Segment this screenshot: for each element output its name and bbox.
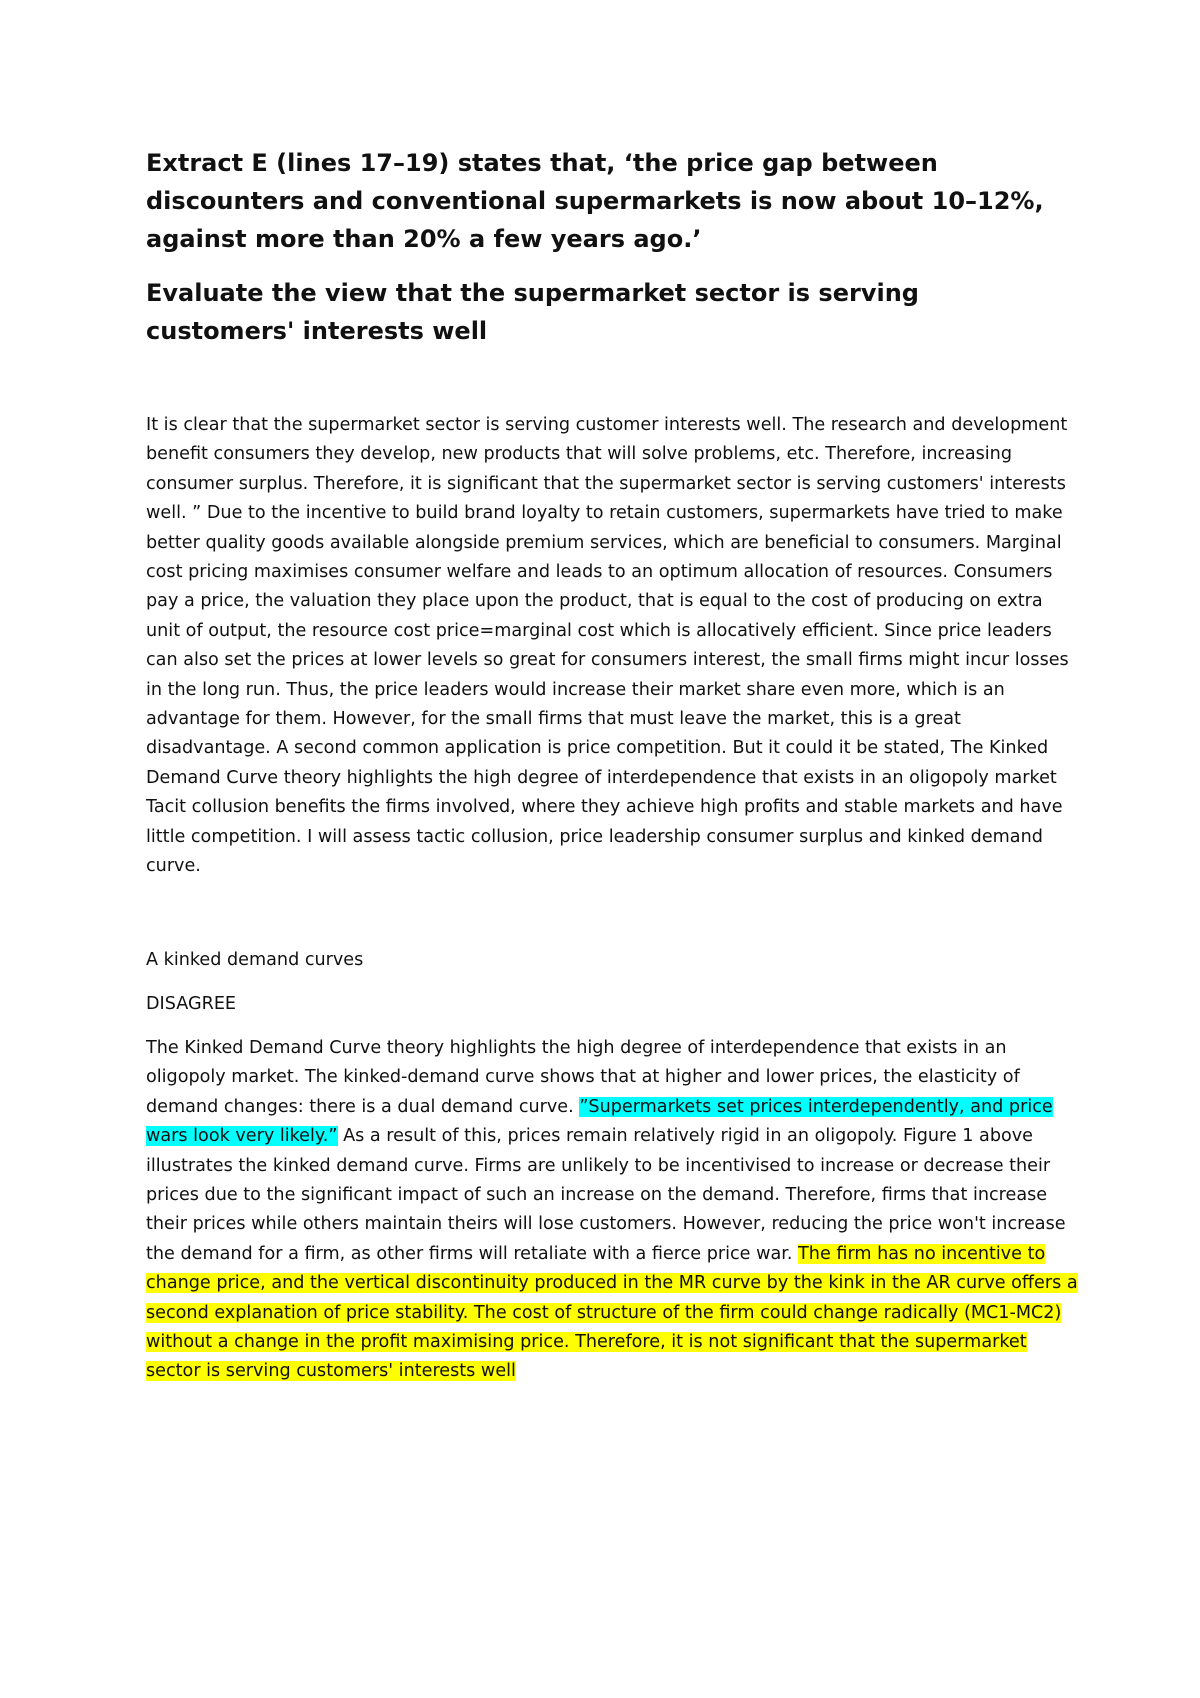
stance-label: DISAGREE [146, 994, 237, 1014]
kinked-demand-paragraph [146, 1034, 1081, 1387]
question-heading: Evaluate the view that the supermarket sector is serving customers' interests well [146, 279, 919, 345]
intro-paragraph: It is clear that the supermarket sector is serving customer interests well. The research and development benefit consumers they develop, new products that will solve problems, etc. Therefore, increasing consumer surplus. Therefore, it is significant that the supermarket sector is serving customers' interests well. ” Due to the incentive to build brand loyalty to retain customers, supermarkets have tried to make better quality goods available alongside premium services, which are beneficial to consumers. Marginal cost pricing maximises consumer welfare and leads to an optimum allocation of resources. Consumers pay a price, the valuation they place upon the product, that is equal to the cost of producing on extra unit of output, the resource cost price=marginal cost which is allocatively efficient. Since price leaders can also set the prices at lower levels so great for consumers interest, the small firms might incur losses in the long run. Thus, the price leaders would increase their market share even more, which is an advantage for them. However, for the small firms that must leave the market, this is a great disadvantage. A second common application is price competition. But it could it be stated, The Kinked Demand Curve theory highlights the high degree of interdependence that exists in an oligopoly market Tacit collusion benefits the firms involved, where they achieve high profits and stable markets and have little competition. I will assess tactic collusion, price leadership consumer surplus and kinked demand curve. [146, 415, 1069, 877]
paragraph-text-start: The Kinked Demand Curve theory highlights the high degree of interdependence that exists in an oligopoly market. The kinked-demand curve shows that at higher and lower prices, the elasticity of demand changes: there is a dual demand curve. [146, 1038, 1020, 1117]
section-title: A kinked demand curves [146, 950, 364, 970]
conclusion-highlight: The firm has no incentive to change price, and the vertical discontinuity produced in the MR curve by the kink in the AR curve offers a second explanation of price stability. The cost of structure of the firm could change radically (MC1-MC2) without a change in the profit maximising price. Therefore, it is not significant that the supermarket sector is serving customers' interests well [146, 1243, 1078, 1382]
quote-highlight: ”Supermarkets set prices interdependently, and price wars look very likely.” [146, 1096, 1053, 1147]
extract-heading: Extract E (lines 17–19) states that, ‘the price gap between discounters and conventional supermarkets is now about 10–12%, against more than 20% a few years ago.’ [146, 149, 1044, 253]
paragraph-text-middle: As a result of this, prices remain relatively rigid in an oligopoly. Figure 1 above illustrates the kinked demand curve. Firms are unlikely to be incentivised to increase or decrease their prices due to the significant impact of such an increase on the demand. Therefore, firms that increase their prices while others maintain theirs will lose customers. However, reducing the price won't increase the demand for a firm, as other firms will retaliate with a fierce price war. [146, 1126, 1066, 1264]
